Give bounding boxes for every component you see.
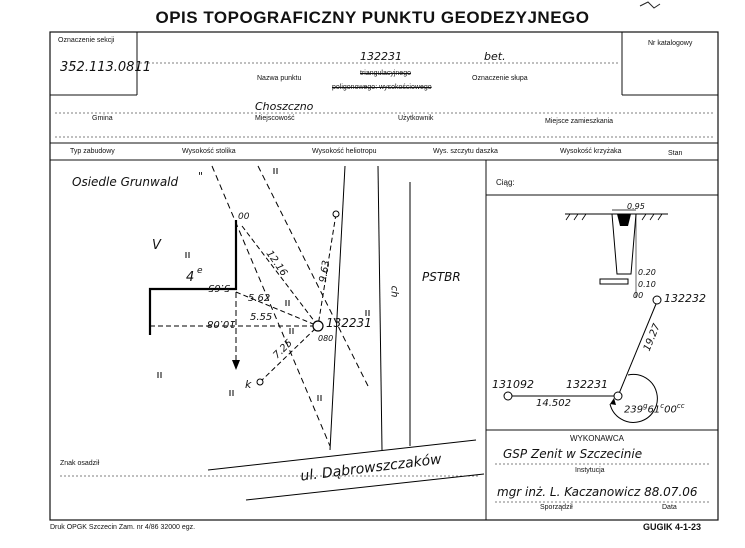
dim-095: 0.95	[627, 202, 645, 211]
label-ch: ch	[388, 285, 400, 298]
dist-565: 5.65	[208, 282, 231, 293]
table-height-label: Wysokość stolika	[182, 148, 236, 155]
dim-020: 0.20	[638, 268, 656, 277]
wykonawca-label: WYKONAWCA	[570, 434, 624, 443]
settlement-quote: "	[198, 170, 204, 183]
settlement-name: Osiedle Grunwald	[72, 175, 179, 189]
floors-label-e: e	[197, 266, 203, 276]
build-type-label: Typ zabudowy	[70, 148, 115, 155]
dist-1216: 12.16	[263, 248, 290, 279]
wykonawca-value: GSP Zenit w Szczecinie	[503, 447, 643, 461]
residence-label: Miejsce zamieszkania	[545, 118, 614, 125]
dist-14502: 14.502	[536, 398, 571, 409]
point-131092: 131092	[492, 378, 534, 391]
angle-g: g	[643, 402, 648, 410]
sporzadzil-value: mgr inż. L. Kaczanowicz 88.07.06	[497, 485, 698, 499]
dist-080: 080	[318, 334, 334, 343]
section-value: 352.113.0811	[60, 60, 151, 75]
heliotrope-height-label: Wysokość heliotropu	[312, 148, 377, 155]
form-code: GUGIK 4-1-23	[643, 522, 702, 532]
dist-00-top: 00	[238, 212, 250, 222]
znak-osadzil-label: Znak osadził	[60, 460, 100, 467]
instytucja-label: Instytucja	[575, 467, 605, 474]
section-label: Oznaczenie sekcji	[58, 37, 115, 44]
point-132232: 132232	[664, 292, 706, 305]
dist-725: 7.25	[271, 337, 295, 362]
dist-963: 9.63	[317, 259, 333, 284]
state-label: Stan	[668, 150, 683, 157]
point-marker: bet.	[484, 50, 506, 63]
data-label: Data	[662, 504, 677, 511]
dim-00: 00	[633, 291, 644, 300]
point-type-sub: poligonowego: wysokościowego	[332, 84, 432, 91]
sporzadzil-label: Sporządził	[540, 504, 573, 511]
dist-555: 5.55	[250, 312, 273, 323]
roof-height-label: Wys. szczytu daszka	[433, 148, 498, 155]
dim-010: 0.10	[638, 280, 656, 289]
catalog-label: Nr katalogowy	[648, 40, 693, 47]
building-v-label: V	[152, 238, 161, 253]
page-title: OPIS TOPOGRAFICZNY PUNKTU GEODEZYJNEGO	[155, 8, 590, 27]
angle-readout	[624, 402, 685, 415]
angle-00: 00	[664, 404, 677, 416]
point-k-label: k	[245, 378, 252, 391]
angle-value: 239	[624, 404, 644, 416]
commune-label: Gmina	[92, 115, 113, 122]
point-name-label: Nazwa punktu	[257, 75, 302, 82]
ciag-label: Ciąg:	[496, 178, 515, 187]
cross-height-label: Wysokość krzyżaka	[560, 148, 622, 155]
point-number: 132231	[360, 50, 402, 63]
dist-1927: 19.27	[641, 322, 663, 353]
angle-rest: 61	[647, 404, 661, 416]
floors-label: 4	[186, 270, 195, 285]
angle-c: c	[660, 402, 665, 410]
dist-1008: 10.08	[207, 318, 236, 329]
locality-value: Choszczno	[255, 100, 314, 113]
street-name: ul. Dąbrowszczaków	[299, 451, 443, 485]
user-label: Użytkownik	[398, 115, 434, 122]
point-type-strike: triangulacyjnego	[360, 70, 411, 77]
point-id-label: 132231	[326, 316, 372, 330]
label-pstbr: PSTBR	[422, 270, 461, 284]
dist-562: 5.62	[248, 293, 271, 304]
angle-cc: cc	[676, 402, 685, 410]
locality-label: Miejscowość	[255, 115, 295, 122]
print-info: Druk OPGK Szczecin Zam. nr 4/86 32000 egz.	[50, 524, 196, 531]
point-132231-right: 132231	[566, 378, 608, 391]
marker-label: Oznaczenie słupa	[472, 75, 528, 82]
